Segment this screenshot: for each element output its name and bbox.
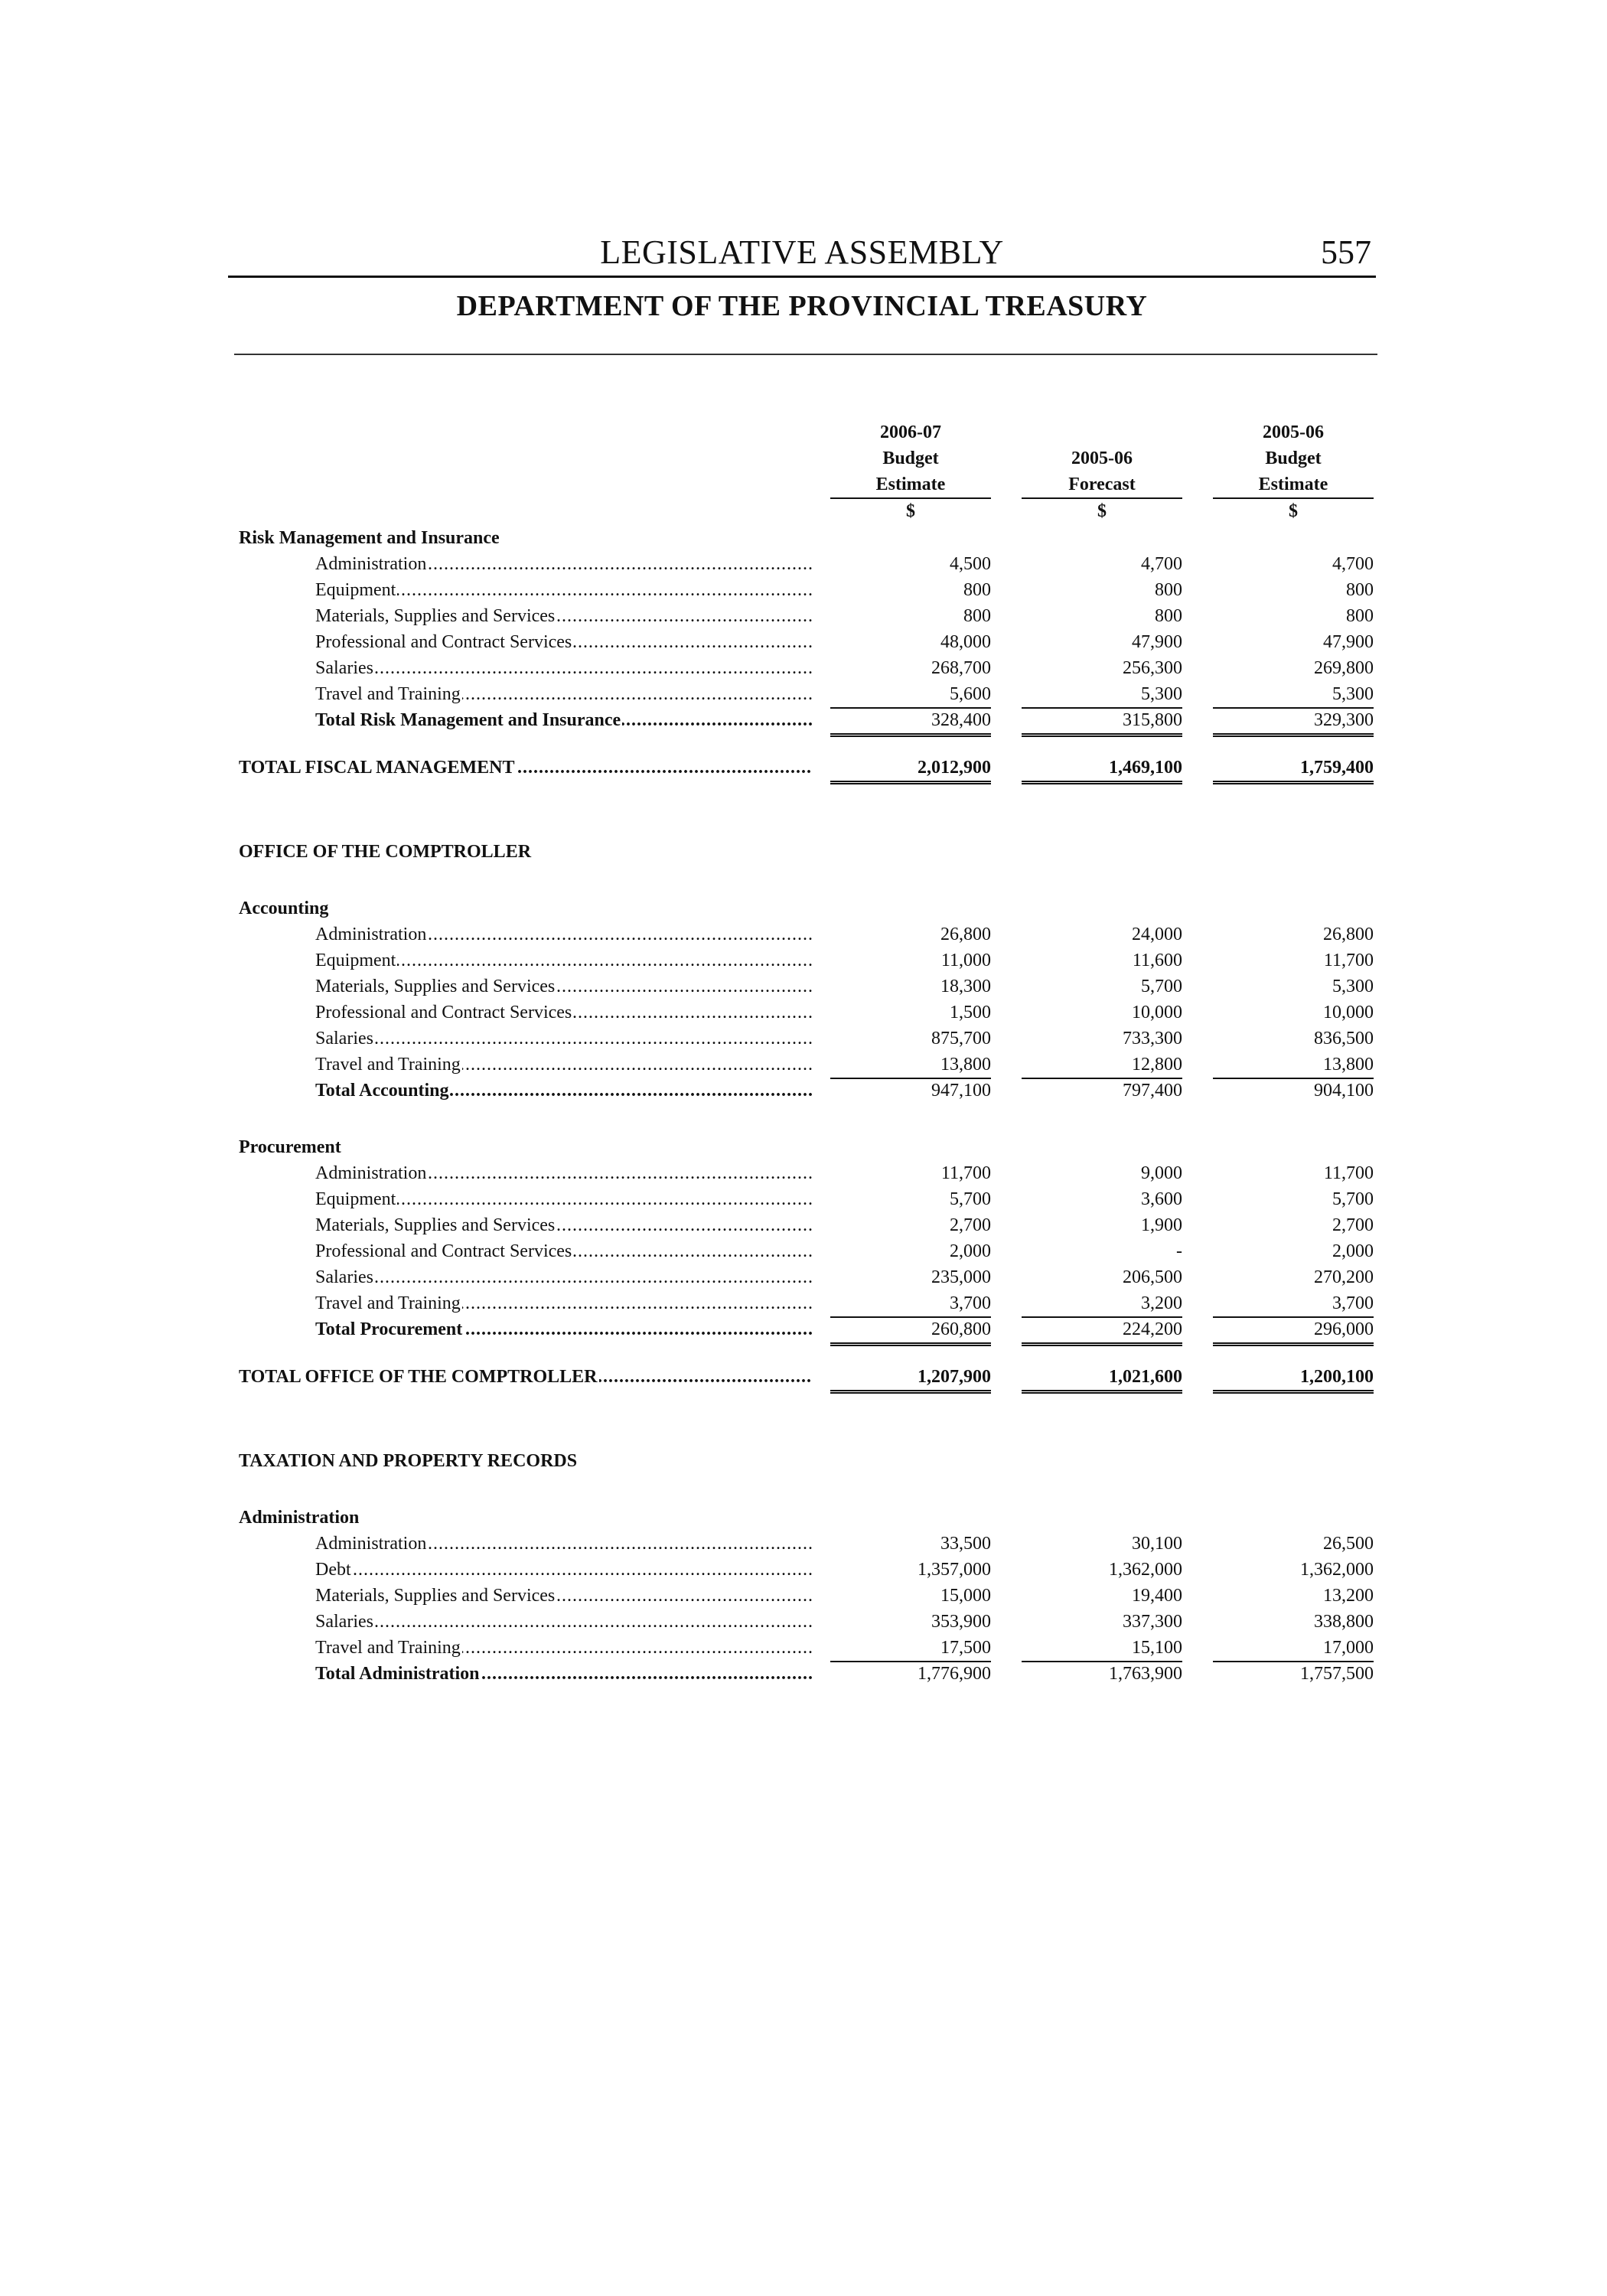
amount-cell: 1,207,900 [830, 1364, 991, 1394]
row-label [315, 655, 813, 681]
amount-cell: 1,357,000 [918, 1560, 991, 1580]
amount-cell: 10,000 [1132, 1003, 1182, 1022]
row-label-text: Professional and Contract Services [315, 1003, 572, 1022]
table-row [0, 629, 1607, 655]
table-row [0, 1557, 1607, 1583]
row-label-text: Salaries [315, 1029, 373, 1049]
column-header-line: Estimate [1258, 475, 1328, 494]
amount-cell: 12,800 [1022, 1052, 1182, 1079]
amount-cell: 11,600 [1132, 951, 1182, 970]
table-row [0, 603, 1607, 629]
group-title: Procurement [239, 1137, 341, 1157]
amount-cell: 2,012,900 [830, 755, 991, 784]
amount-cell: 2,700 [950, 1215, 991, 1235]
amount-cell: 1,362,000 [1109, 1560, 1182, 1580]
table-row [0, 921, 1607, 947]
row-label [315, 947, 813, 974]
amount-cell: 24,000 [1132, 925, 1182, 944]
table-row [0, 1000, 1607, 1026]
amount-cell: 26,800 [1323, 925, 1374, 944]
amount-cell: 260,800 [830, 1316, 991, 1346]
row-label [315, 1000, 813, 1026]
row-label-text: Total Risk Management and Insurance [315, 710, 621, 730]
group-heading [0, 895, 1607, 921]
table-row [0, 681, 1607, 707]
row-label [315, 1186, 813, 1212]
amount-cell: 270,200 [1314, 1267, 1374, 1287]
amount-cell: 1,362,000 [1300, 1560, 1374, 1580]
amount-cell: 13,200 [1323, 1586, 1374, 1606]
column-header-line: Estimate [875, 475, 946, 494]
table-row [0, 974, 1607, 1000]
total-row [0, 1078, 1607, 1104]
amount-cell: 4,500 [950, 554, 991, 574]
amount-cell: 353,900 [931, 1612, 991, 1632]
row-label-text: Travel and Training [315, 1055, 461, 1075]
column-header-line: Forecast [1068, 475, 1136, 494]
section-title: TAXATION AND PROPERTY RECORDS [239, 1451, 578, 1471]
amount-cell: 33,500 [940, 1534, 991, 1554]
amount-cell: 1,021,600 [1022, 1364, 1182, 1394]
amount-cell: 904,100 [1314, 1081, 1374, 1101]
row-label [239, 1364, 813, 1390]
amount-cell: 5,600 [830, 681, 991, 709]
column-header [830, 419, 991, 523]
total-row [0, 1661, 1607, 1687]
row-label [315, 1290, 813, 1316]
amount-cell: 11,000 [940, 951, 991, 970]
column-header-line: 2005-06 [1263, 422, 1324, 442]
group-heading [0, 525, 1607, 551]
amount-cell: 15,100 [1022, 1635, 1182, 1662]
amount-cell: 224,200 [1022, 1316, 1182, 1346]
row-label-text: Administration [315, 1534, 427, 1554]
amount-cell: 800 [1155, 580, 1182, 600]
amount-cell: 13,800 [1213, 1052, 1374, 1079]
amount-cell: 269,800 [1314, 658, 1374, 678]
row-label [315, 629, 813, 655]
table-row [0, 1238, 1607, 1264]
row-label-text: Materials, Supplies and Services [315, 977, 556, 996]
amount-cell: 48,000 [940, 632, 991, 652]
amount-cell: 337,300 [1123, 1612, 1182, 1632]
row-label-text: Debt [315, 1560, 351, 1580]
row-label-text: Travel and Training [315, 684, 461, 704]
amount-cell: 26,500 [1323, 1534, 1374, 1554]
amount-cell: 1,500 [950, 1003, 991, 1022]
amount-cell: 1,757,500 [1300, 1664, 1374, 1684]
table-row [0, 947, 1607, 974]
amount-cell: 4,700 [1332, 554, 1374, 574]
row-label [315, 1238, 813, 1264]
column-header-line: 2006-07 [880, 422, 941, 442]
amount-cell: 3,600 [1141, 1189, 1182, 1209]
table-row [0, 1635, 1607, 1661]
row-label [315, 1052, 813, 1078]
amount-cell: 5,700 [950, 1189, 991, 1209]
amount-cell: 19,400 [1132, 1586, 1182, 1606]
table-row [0, 1290, 1607, 1316]
amount-cell: 235,000 [931, 1267, 991, 1287]
amount-cell: 11,700 [1323, 1163, 1374, 1183]
row-label [315, 921, 813, 947]
row-label-text: Salaries [315, 1267, 373, 1287]
amount-cell: - [1176, 1241, 1182, 1261]
amount-cell: 5,300 [1332, 977, 1374, 996]
department-title: DEPARTMENT OF THE PROVINCIAL TREASURY [456, 290, 1148, 322]
row-label [315, 1557, 813, 1583]
amount-cell: 836,500 [1314, 1029, 1374, 1049]
amount-cell: 3,700 [830, 1290, 991, 1318]
column-header [1213, 419, 1374, 523]
amount-cell: 1,469,100 [1022, 755, 1182, 784]
amount-cell: 947,100 [931, 1081, 991, 1101]
column-header-line: Budget [882, 448, 939, 468]
column-header-line [1022, 419, 1182, 445]
row-label [315, 1160, 813, 1186]
amount-cell: 30,100 [1132, 1534, 1182, 1554]
row-label-text: Equipment [315, 951, 396, 970]
amount-cell: 797,400 [1123, 1081, 1182, 1101]
section-heading [0, 839, 1607, 865]
row-label [315, 1078, 813, 1104]
amount-cell: 1,900 [1141, 1215, 1182, 1235]
currency-symbol: $ [1097, 501, 1107, 521]
section-heading [0, 1448, 1607, 1474]
amount-cell: 1,763,900 [1109, 1664, 1182, 1684]
amount-cell: 15,000 [940, 1586, 991, 1606]
amount-cell: 5,700 [1141, 977, 1182, 996]
row-label-text: Professional and Contract Services [315, 1241, 572, 1261]
table-row [0, 1609, 1607, 1635]
amount-cell: 800 [963, 580, 991, 600]
column-header [1022, 419, 1182, 523]
amount-cell: 17,000 [1213, 1635, 1374, 1662]
row-label-text: Administration [315, 925, 427, 944]
table-row [0, 1160, 1607, 1186]
amount-cell: 800 [1155, 606, 1182, 626]
grand-total-row [0, 1364, 1607, 1390]
amount-cell: 3,200 [1022, 1290, 1182, 1318]
running-title: LEGISLATIVE ASSEMBLY [600, 233, 1004, 271]
amount-cell: 875,700 [931, 1029, 991, 1049]
amount-cell: 268,700 [931, 658, 991, 678]
amount-cell: 329,300 [1213, 707, 1374, 737]
row-label-text: Salaries [315, 1612, 373, 1632]
amount-cell: 256,300 [1123, 658, 1182, 678]
amount-cell: 328,400 [830, 707, 991, 737]
amount-cell: 5,300 [1213, 681, 1374, 709]
row-label-text: Materials, Supplies and Services [315, 606, 556, 626]
row-label-text: TOTAL OFFICE OF THE COMPTROLLER [239, 1367, 598, 1387]
row-label [315, 681, 813, 707]
group-title: Administration [239, 1508, 360, 1528]
amount-cell: 13,800 [830, 1052, 991, 1079]
table-row [0, 1583, 1607, 1609]
amount-cell: 3,700 [1213, 1290, 1374, 1318]
amount-cell: 800 [963, 606, 991, 626]
amount-cell: 17,500 [830, 1635, 991, 1662]
row-label [315, 707, 813, 733]
row-label-text: Equipment [315, 580, 396, 600]
row-label-text: TOTAL FISCAL MANAGEMENT [239, 758, 515, 778]
currency-symbol: $ [906, 501, 915, 521]
amount-cell: 18,300 [940, 977, 991, 996]
amount-cell: 47,900 [1132, 632, 1182, 652]
amount-cell: 11,700 [940, 1163, 991, 1183]
running-header [228, 230, 1376, 278]
row-label-text: Total Procurement [315, 1319, 463, 1339]
row-label [315, 1531, 813, 1557]
amount-cell: 10,000 [1323, 1003, 1374, 1022]
amount-cell: 9,000 [1141, 1163, 1182, 1183]
row-label-text: Administration [315, 554, 427, 574]
row-label-text: Materials, Supplies and Services [315, 1586, 556, 1606]
group-title: Risk Management and Insurance [239, 528, 500, 548]
amount-cell: 11,700 [1323, 951, 1374, 970]
amount-cell: 1,200,100 [1213, 1364, 1374, 1394]
column-header-line: 2005-06 [1071, 448, 1133, 468]
table-row [0, 1186, 1607, 1212]
row-label [315, 577, 813, 603]
row-label-text: Equipment [315, 1189, 396, 1209]
currency-symbol: $ [1289, 501, 1298, 521]
amount-cell: 1,776,900 [918, 1664, 991, 1684]
group-title: Accounting [239, 899, 329, 918]
row-label [239, 755, 813, 781]
group-heading [0, 1505, 1607, 1531]
amount-cell: 206,500 [1123, 1267, 1182, 1287]
table-row [0, 655, 1607, 681]
amount-cell: 5,300 [1022, 681, 1182, 709]
row-label [315, 1026, 813, 1052]
row-label [315, 551, 813, 577]
amount-cell: 2,000 [1332, 1241, 1374, 1261]
amount-cell: 800 [1346, 580, 1374, 600]
amount-cell: 2,000 [950, 1241, 991, 1261]
row-label-text: Travel and Training [315, 1293, 461, 1313]
table-row [0, 1026, 1607, 1052]
row-label [315, 1212, 813, 1238]
row-label-text: Total Administration [315, 1664, 480, 1684]
amount-cell: 26,800 [940, 925, 991, 944]
total-row [0, 1316, 1607, 1342]
row-label [315, 1316, 813, 1342]
row-label [315, 1661, 813, 1687]
table-row [0, 1052, 1607, 1078]
row-label [315, 1609, 813, 1635]
amount-cell: 2,700 [1332, 1215, 1374, 1235]
row-label [315, 603, 813, 629]
table-row [0, 1531, 1607, 1557]
amount-cell: 5,700 [1332, 1189, 1374, 1209]
table-row [0, 551, 1607, 577]
group-heading [0, 1134, 1607, 1160]
amount-cell: 1,759,400 [1213, 755, 1374, 784]
total-row [0, 707, 1607, 733]
grand-total-row [0, 755, 1607, 781]
amount-cell: 47,900 [1323, 632, 1374, 652]
amount-cell: 315,800 [1022, 707, 1182, 737]
table-row [0, 577, 1607, 603]
row-label [315, 974, 813, 1000]
amount-cell: 733,300 [1123, 1029, 1182, 1049]
row-label-text: Salaries [315, 658, 373, 678]
row-label [315, 1264, 813, 1290]
table-row [0, 1264, 1607, 1290]
row-label-text: Materials, Supplies and Services [315, 1215, 556, 1235]
column-header-line: Budget [1265, 448, 1322, 468]
row-label-text: Administration [315, 1163, 427, 1183]
row-label [315, 1583, 813, 1609]
amount-cell: 800 [1346, 606, 1374, 626]
row-label-text: Professional and Contract Services [315, 632, 572, 652]
row-label-text: Travel and Training [315, 1638, 461, 1658]
row-label-text: Total Accounting [315, 1081, 449, 1101]
page-number: 557 [1321, 233, 1371, 271]
amount-cell: 296,000 [1213, 1316, 1374, 1346]
amount-cell: 4,700 [1141, 554, 1182, 574]
table-row [0, 1212, 1607, 1238]
title-rule [234, 354, 1377, 355]
section-title: OFFICE OF THE COMPTROLLER [239, 842, 532, 862]
amount-cell: 338,800 [1314, 1612, 1374, 1632]
row-label [315, 1635, 813, 1661]
